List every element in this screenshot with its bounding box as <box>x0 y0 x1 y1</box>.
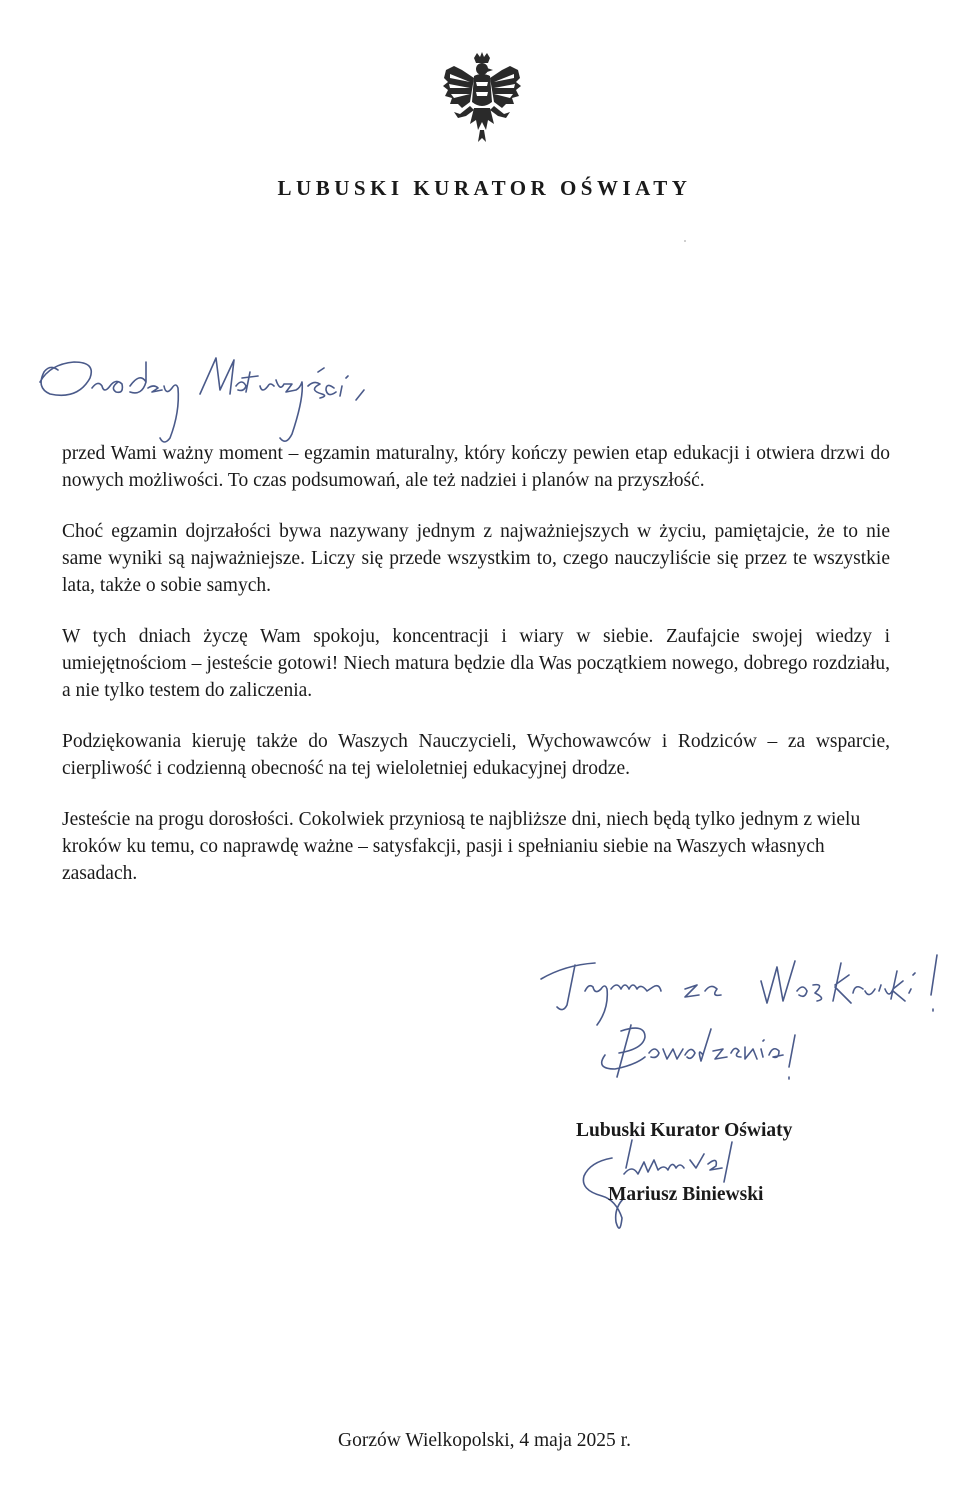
handwritten-salutation <box>30 342 410 447</box>
white-eagle-emblem-icon <box>440 52 524 144</box>
paragraph: Jesteście na progu dorosłości. Cokolwiek przyniosą te najbliższe dni, niech będą tylko jednym z wielu kroków ku temu, co naprawdę ważne – satysfakcji, pasji i spełnianiu siebie na Waszych własnych zasadach. <box>62 809 861 884</box>
handwritten-wishes <box>535 945 955 1090</box>
paragraph: Choć egzamin dojrzałości bywa nazywany jednym z najważniejszych w życiu, pamiętajcie, że to nie same wyniki są najważniejsze. Liczy się przede wszystkim to, czego nauczyliście się przez te wszystkie lata, także o sobie samych. <box>62 521 890 596</box>
letter-body <box>62 440 890 911</box>
paragraph: Podziękowania kieruję także do Waszych Nauczycieli, Wychowawców i Rodziców – za wsparcie, cierpliwość i codzienną obecność na tej wieloletniej edukacyjnej drodze. <box>62 731 890 779</box>
paragraph: W tych dniach życzę Wam spokoju, koncentracji i wiary w siebie. Zaufajcie swojej wiedzy i umiejętnościom – jesteście gotowi! Niech matura będzie dla Was początkiem nowego, dobrego rozdziału, a nie tylko testem do zaliczenia. <box>62 626 890 701</box>
signature-role: Lubuski Kurator Oświaty <box>576 1120 793 1141</box>
office-title: LUBUSKI KURATOR OŚWIATY <box>277 176 692 200</box>
paragraph: przed Wami ważny moment – egzamin maturalny, który kończy pewien etap edukacji i otwiera drzwi do nowych możliwości. To czas podsumowań, ale też nadziei i planów na przyszłość. <box>62 443 890 491</box>
scan-speck <box>684 240 686 242</box>
signature-name: Mariusz Biniewski <box>608 1184 764 1205</box>
place-and-date: Gorzów Wielkopolski, 4 maja 2025 r. <box>338 1430 631 1451</box>
